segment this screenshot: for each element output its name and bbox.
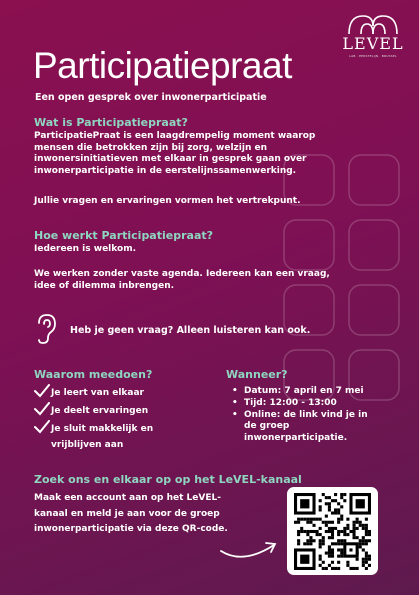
why-heading: Waarom meedoen? <box>34 368 153 381</box>
how-line: idee of dilemma inbrengen. <box>34 280 175 291</box>
logo-subtitle: LAB · EERSTELIJN · BRUSSEL <box>349 54 397 58</box>
arches-icon <box>345 12 401 36</box>
list-item <box>33 421 191 453</box>
channel-line: Maak een account aan op het LeVEL- <box>34 493 221 503</box>
when-item-label: Datum: 7 april en 7 mei <box>244 386 364 396</box>
check-icon <box>33 402 51 416</box>
channel-line: inwonerparticipatie via deze QR-code. <box>34 524 228 534</box>
page-subtitle: Een open gesprek over inwonerparticipatie <box>35 92 267 103</box>
list-item <box>232 410 382 445</box>
what-line: inwonerparticipatie in de eerstelijnssamenwerking. <box>34 165 297 176</box>
how-paragraph <box>34 269 330 292</box>
when-heading: Wanneer? <box>226 368 288 381</box>
what-line: ParticipatiePraat is een laagdrempelig moment waarop <box>34 131 316 141</box>
channel-paragraph <box>34 491 228 538</box>
what-extra: Jullie vragen en ervaringen vormen het vertrekpunt. <box>34 196 301 206</box>
when-item-label: Tijd: 12:00 - 13:00 <box>244 397 337 408</box>
channel-line: kanaal en meld je aan voor de groep <box>34 508 220 519</box>
arrow-icon <box>218 535 280 563</box>
what-heading: Wat is Participatiepraat? <box>34 116 188 129</box>
listen-note: Heb je geen vraag? Alleen luisteren kan ook. <box>70 325 311 336</box>
check-icon <box>33 420 51 434</box>
when-list <box>232 386 382 445</box>
list-item <box>33 403 191 419</box>
bullet-icon: • <box>232 397 238 408</box>
why-item-label: Je sluit makkelijk en vrijblijven aan <box>51 424 154 450</box>
level-logo <box>339 12 407 58</box>
logo-wordmark: LEVEL <box>342 34 404 53</box>
page-title: Participatiepraat <box>33 45 292 86</box>
why-item-label: Je deelt ervaringen <box>51 406 149 416</box>
how-line: We werken zonder vaste agenda. Iedereen kan een vraag, <box>34 269 330 279</box>
check-icon <box>33 384 51 398</box>
list-item <box>33 385 191 401</box>
ear-icon <box>34 313 58 345</box>
why-list <box>33 385 191 455</box>
how-welcome: Iedereen is welkom. <box>34 244 136 254</box>
qr-code[interactable] <box>287 487 378 575</box>
qr-code-pattern <box>294 493 371 570</box>
list-item <box>232 398 382 410</box>
why-item-label: Je leert van elkaar <box>51 388 144 398</box>
what-line: mensen die betrokken zijn bij zorg, welzijn en <box>34 142 268 153</box>
what-paragraph <box>34 131 315 177</box>
how-heading: Hoe werkt Participatiepraat? <box>34 229 214 242</box>
channel-heading: Zoek ons en elkaar op op het LeVEL-kanaal <box>34 473 302 486</box>
bullet-icon: • <box>232 386 238 396</box>
list-item <box>232 386 382 398</box>
when-item-label: Online: de link vind je in de groep inwonerparticipatie. <box>244 409 368 444</box>
bullet-icon: • <box>232 409 238 420</box>
what-line: inwonersinitiatieven met elkaar in gesprek gaan over <box>34 154 307 165</box>
